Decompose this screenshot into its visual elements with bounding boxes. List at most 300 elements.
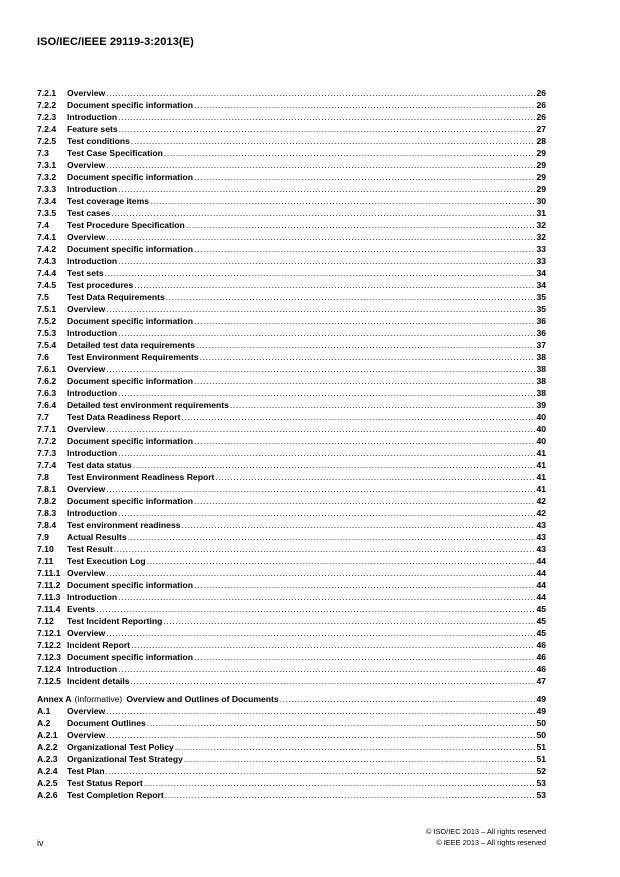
toc-entry-number: 7.2.4 bbox=[37, 124, 57, 134]
toc-entry-number: 7.8.4 bbox=[37, 520, 57, 530]
toc-entry-number: 7.4.1 bbox=[37, 232, 57, 242]
toc-entry-number: 7.5.2 bbox=[37, 316, 57, 326]
dot-leader bbox=[194, 315, 535, 327]
toc-entry[interactable] bbox=[37, 327, 546, 339]
toc-entry[interactable] bbox=[37, 291, 546, 303]
toc-entry-number: 7.7.4 bbox=[37, 460, 57, 470]
toc-entry-title: Test coverage items bbox=[67, 196, 149, 206]
annex-title: Overview and Outlines of Documents bbox=[126, 694, 279, 704]
toc-entry-number: 7.12.4 bbox=[37, 664, 61, 674]
toc-entry-title: Document specific information bbox=[67, 244, 194, 254]
toc-entry-page: 38 bbox=[536, 364, 546, 374]
dot-leader bbox=[106, 363, 535, 375]
toc-entry[interactable] bbox=[37, 579, 546, 591]
dot-leader bbox=[118, 387, 535, 399]
toc-entry[interactable] bbox=[37, 675, 546, 687]
toc-entry-title: Test Case Specification bbox=[67, 148, 163, 158]
dot-leader bbox=[106, 567, 535, 579]
toc-entry-title: Introduction bbox=[67, 388, 118, 398]
toc-entry[interactable] bbox=[37, 741, 546, 753]
toc-entry-number: 7.3.3 bbox=[37, 184, 57, 194]
toc-entry[interactable] bbox=[37, 495, 546, 507]
toc-entry[interactable] bbox=[37, 567, 546, 579]
toc-entry-title: Introduction bbox=[67, 508, 118, 518]
toc-entry-number: 7.12.1 bbox=[37, 628, 61, 638]
toc-entry-title: Overview bbox=[67, 232, 106, 242]
toc-entry-number: 7.6.2 bbox=[37, 376, 57, 386]
toc-entry[interactable] bbox=[37, 531, 546, 543]
toc-entry-number: 7.11.4 bbox=[37, 604, 61, 614]
toc-entry-title: Test Data Readiness Report bbox=[67, 412, 181, 422]
toc-entry[interactable] bbox=[37, 471, 546, 483]
toc-entry[interactable] bbox=[37, 339, 546, 351]
toc-entry[interactable] bbox=[37, 303, 546, 315]
toc-entry-number: 7.11.3 bbox=[37, 592, 61, 602]
toc-entry-number: A.2.5 bbox=[37, 778, 58, 788]
toc-entry[interactable] bbox=[37, 435, 546, 447]
toc-entry[interactable] bbox=[37, 705, 546, 717]
toc-entry-page: 28 bbox=[536, 136, 546, 146]
toc-entry-title: Document specific information bbox=[67, 316, 194, 326]
toc-entry-title: Document specific information bbox=[67, 100, 194, 110]
toc-entry[interactable] bbox=[37, 351, 546, 363]
toc-entry-number: 7.5.1 bbox=[37, 304, 57, 314]
toc-entry-number: 7.6.3 bbox=[37, 388, 57, 398]
toc-entry-page: 39 bbox=[536, 400, 546, 410]
toc-entry-title: Overview bbox=[67, 88, 106, 98]
toc-entry-title: Test Procedure Specification bbox=[67, 220, 185, 230]
table-of-contents bbox=[37, 87, 546, 801]
dot-leader bbox=[194, 171, 535, 183]
toc-entry-number: 7.6.1 bbox=[37, 364, 57, 374]
dot-leader bbox=[186, 219, 536, 231]
dot-leader bbox=[182, 411, 536, 423]
toc-entry-number: 7.2.5 bbox=[37, 136, 57, 146]
toc-entry[interactable] bbox=[37, 519, 546, 531]
toc-entry-title: Introduction bbox=[67, 256, 118, 266]
toc-entry[interactable] bbox=[37, 171, 546, 183]
toc-entry-page: 42 bbox=[536, 496, 546, 506]
dot-leader bbox=[118, 255, 535, 267]
toc-entry-title: Overview bbox=[67, 364, 106, 374]
toc-entry-title: Overview bbox=[67, 160, 106, 170]
toc-entry-title: Document specific information bbox=[67, 436, 194, 446]
toc-entry[interactable] bbox=[37, 717, 546, 729]
toc-entry[interactable] bbox=[37, 147, 546, 159]
toc-entry[interactable] bbox=[37, 411, 546, 423]
toc-entry[interactable] bbox=[37, 99, 546, 111]
dot-leader bbox=[131, 675, 536, 687]
dot-leader bbox=[194, 495, 535, 507]
toc-entry-number: 7.7.3 bbox=[37, 448, 57, 458]
toc-entry-number: 7.8.2 bbox=[37, 496, 57, 506]
dot-leader bbox=[230, 399, 536, 411]
toc-entry-number: 7.8.3 bbox=[37, 508, 57, 518]
toc-entry[interactable] bbox=[37, 279, 546, 291]
dot-leader bbox=[118, 663, 535, 675]
toc-entry-page: 44 bbox=[536, 592, 546, 602]
dot-leader bbox=[166, 291, 536, 303]
toc-annex-heading[interactable] bbox=[37, 693, 546, 705]
toc-entry-number: 7.3.4 bbox=[37, 196, 57, 206]
toc-entry-page: 45 bbox=[536, 628, 546, 638]
toc-entry-number: 7.3 bbox=[37, 148, 49, 158]
toc-entry-page: 36 bbox=[536, 328, 546, 338]
toc-entry-page: 53 bbox=[536, 790, 546, 800]
toc-entry-page: 26 bbox=[536, 100, 546, 110]
toc-entry-title: Test Environment Requirements bbox=[67, 352, 199, 362]
toc-entry-number: 7.4 bbox=[37, 220, 49, 230]
toc-entry-title: Introduction bbox=[67, 112, 118, 122]
toc-entry-title: Introduction bbox=[67, 448, 118, 458]
toc-entry[interactable] bbox=[37, 543, 546, 555]
toc-entry-page: 29 bbox=[536, 160, 546, 170]
dot-leader bbox=[111, 207, 535, 219]
toc-entry-number: 7.6.4 bbox=[37, 400, 57, 410]
toc-entry-page: 49 bbox=[536, 706, 546, 716]
toc-entry-page: 50 bbox=[536, 718, 546, 728]
dot-leader bbox=[196, 339, 535, 351]
toc-entry-title: Overview bbox=[67, 706, 106, 716]
dot-leader bbox=[119, 123, 536, 135]
toc-entry-title: Document specific information bbox=[67, 652, 194, 662]
toc-entry-title: Document Outlines bbox=[67, 718, 146, 728]
toc-entry-page: 41 bbox=[536, 472, 546, 482]
toc-entry-number: 7.4.5 bbox=[37, 280, 57, 290]
dot-leader bbox=[215, 471, 535, 483]
dot-leader bbox=[106, 765, 536, 777]
document-header: ISO/IEC/IEEE 29119-3:2013(E) bbox=[37, 36, 194, 48]
dot-leader bbox=[118, 507, 535, 519]
dot-leader bbox=[163, 615, 535, 627]
toc-entry-page: 29 bbox=[536, 172, 546, 182]
toc-entry-title: Introduction bbox=[67, 664, 118, 674]
toc-entry[interactable] bbox=[37, 639, 546, 651]
toc-entry-page: 44 bbox=[536, 568, 546, 578]
toc-entry-page: 36 bbox=[536, 316, 546, 326]
toc-entry-page: 37 bbox=[536, 340, 546, 350]
toc-entry-number: A.2.4 bbox=[37, 766, 58, 776]
toc-entry[interactable] bbox=[37, 729, 546, 741]
toc-entry-number: 7.2.1 bbox=[37, 88, 57, 98]
dot-leader bbox=[164, 147, 536, 159]
toc-entry-number: A.2.3 bbox=[37, 754, 58, 764]
dot-leader bbox=[147, 717, 536, 729]
dot-leader bbox=[118, 111, 535, 123]
copyright-iso: © ISO/IEC 2013 – All rights reserved bbox=[425, 827, 546, 836]
toc-entry-number: 7.9 bbox=[37, 532, 49, 542]
toc-entry-number: 7.5.3 bbox=[37, 328, 57, 338]
toc-entry-title: Test Incident Reporting bbox=[67, 616, 163, 626]
dot-leader bbox=[182, 519, 536, 531]
toc-entry-number: 7.5.4 bbox=[37, 340, 57, 350]
dot-leader bbox=[184, 753, 536, 765]
dot-leader bbox=[133, 459, 536, 471]
toc-entry-title: Detailed test environment requirements bbox=[67, 400, 229, 410]
toc-entry[interactable] bbox=[37, 777, 546, 789]
toc-entry[interactable] bbox=[37, 615, 546, 627]
toc-entry-title: Test Status Report bbox=[67, 778, 143, 788]
toc-entry-number: A.2.6 bbox=[37, 790, 58, 800]
toc-entry-title: Test Data Requirements bbox=[67, 292, 165, 302]
copyright-ieee: © IEEE 2013 – All rights reserved bbox=[436, 838, 546, 847]
toc-entry-title: Test procedures bbox=[67, 280, 134, 290]
toc-entry-page: 46 bbox=[536, 652, 546, 662]
toc-entry-title: Organizational Test Strategy bbox=[67, 754, 183, 764]
toc-entry-title: Introduction bbox=[67, 184, 118, 194]
dot-leader bbox=[131, 135, 536, 147]
toc-entry-title: Test conditions bbox=[67, 136, 130, 146]
toc-entry[interactable] bbox=[37, 231, 546, 243]
toc-entry-number: 7.11.1 bbox=[37, 568, 61, 578]
dot-leader bbox=[106, 303, 535, 315]
toc-entry-title: Test Execution Log bbox=[67, 556, 146, 566]
dot-leader bbox=[106, 729, 535, 741]
toc-entry-page: 30 bbox=[536, 196, 546, 206]
toc-entry-title: Overview bbox=[67, 730, 106, 740]
toc-entry[interactable] bbox=[37, 195, 546, 207]
dot-leader bbox=[194, 651, 535, 663]
dot-leader bbox=[118, 183, 535, 195]
toc-entry-page: 41 bbox=[536, 448, 546, 458]
toc-entry-page: 40 bbox=[536, 436, 546, 446]
dot-leader bbox=[150, 195, 535, 207]
toc-entry[interactable] bbox=[37, 555, 546, 567]
toc-entry[interactable] bbox=[37, 135, 546, 147]
toc-entry[interactable] bbox=[37, 123, 546, 135]
dot-leader bbox=[114, 543, 536, 555]
toc-entry-number: A.2 bbox=[37, 718, 51, 728]
toc-entry[interactable] bbox=[37, 315, 546, 327]
dot-leader bbox=[194, 375, 535, 387]
toc-entry[interactable] bbox=[37, 267, 546, 279]
toc-entry[interactable] bbox=[37, 603, 546, 615]
toc-entry-number: 7.7.1 bbox=[37, 424, 57, 434]
toc-entry-page: 29 bbox=[536, 184, 546, 194]
toc-entry[interactable] bbox=[37, 387, 546, 399]
toc-entry-title: Overview bbox=[67, 484, 106, 494]
toc-entry[interactable] bbox=[37, 363, 546, 375]
dot-leader bbox=[118, 447, 535, 459]
toc-entry-title: Incident details bbox=[67, 676, 130, 686]
toc-entry-number: 7.2.2 bbox=[37, 100, 57, 110]
toc-entry-page: 45 bbox=[536, 604, 546, 614]
toc-entry-title: Overview bbox=[67, 568, 106, 578]
toc-entry[interactable] bbox=[37, 423, 546, 435]
toc-entry-title: Overview bbox=[67, 424, 106, 434]
toc-entry-page: 51 bbox=[536, 742, 546, 752]
toc-entry[interactable] bbox=[37, 765, 546, 777]
dot-leader bbox=[118, 591, 535, 603]
dot-leader bbox=[134, 279, 535, 291]
toc-entry[interactable] bbox=[37, 159, 546, 171]
dot-leader bbox=[144, 777, 536, 789]
toc-entry-title: Feature sets bbox=[67, 124, 118, 134]
dot-leader bbox=[194, 435, 535, 447]
dot-leader bbox=[106, 483, 535, 495]
toc-entry-title: Introduction bbox=[67, 592, 118, 602]
toc-entry-number: 7.8.1 bbox=[37, 484, 57, 494]
toc-entry-page: 26 bbox=[536, 112, 546, 122]
toc-entry-title: Introduction bbox=[67, 328, 118, 338]
dot-leader bbox=[118, 327, 535, 339]
toc-entry-title: Document specific information bbox=[67, 580, 194, 590]
toc-entry-title: Overview bbox=[67, 304, 106, 314]
annex-informative: (informative) bbox=[74, 694, 123, 704]
toc-entry-number: A.2.2 bbox=[37, 742, 58, 752]
toc-entry-page: 47 bbox=[536, 676, 546, 686]
toc-entry-number: 7.11 bbox=[37, 556, 54, 566]
toc-entry-title: Detailed test data requirements bbox=[67, 340, 195, 350]
dot-leader bbox=[147, 555, 536, 567]
toc-entry-number: 7.12.3 bbox=[37, 652, 61, 662]
toc-entry-title: Document specific information bbox=[67, 376, 194, 386]
toc-entry-title: Actual Results bbox=[67, 532, 127, 542]
toc-entry-page: 38 bbox=[536, 352, 546, 362]
annex-label: Annex A bbox=[37, 694, 72, 704]
toc-entry-title: Test Plan bbox=[67, 766, 105, 776]
toc-entry-title: Document specific information bbox=[67, 496, 194, 506]
toc-entry-title: Test environment readiness bbox=[67, 520, 181, 530]
toc-entry-page: 51 bbox=[536, 754, 546, 764]
toc-entry[interactable] bbox=[37, 111, 546, 123]
toc-entry[interactable] bbox=[37, 399, 546, 411]
toc-entry-page: 35 bbox=[536, 304, 546, 314]
toc-entry-page: 35 bbox=[536, 292, 546, 302]
dot-leader bbox=[105, 267, 536, 279]
toc-entry-page: 41 bbox=[536, 484, 546, 494]
toc-entry[interactable] bbox=[37, 183, 546, 195]
toc-entry-page: 29 bbox=[536, 148, 546, 158]
toc-entry-page: 45 bbox=[536, 616, 546, 626]
toc-entry-number: 7.3.1 bbox=[37, 160, 57, 170]
toc-entry[interactable] bbox=[37, 87, 546, 99]
toc-entry-title: Overview bbox=[67, 628, 106, 638]
dot-leader bbox=[131, 639, 535, 651]
dot-leader bbox=[106, 231, 535, 243]
toc-entry-page: 33 bbox=[536, 256, 546, 266]
toc-entry-page: 41 bbox=[536, 460, 546, 470]
toc-entry[interactable] bbox=[37, 483, 546, 495]
toc-entry-title: Test Environment Readiness Report bbox=[67, 472, 215, 482]
toc-entry-number: 7.4.4 bbox=[37, 268, 57, 278]
toc-entry-page: 46 bbox=[536, 664, 546, 674]
dot-leader bbox=[106, 87, 535, 99]
toc-entry-number: 7.12 bbox=[37, 616, 54, 626]
dot-leader bbox=[128, 531, 536, 543]
toc-entry-title: Test sets bbox=[67, 268, 104, 278]
toc-entry-number: 7.8 bbox=[37, 472, 49, 482]
toc-entry-page: 33 bbox=[536, 244, 546, 254]
dot-leader bbox=[200, 351, 536, 363]
toc-entry[interactable] bbox=[37, 255, 546, 267]
toc-entry-page: 40 bbox=[536, 412, 546, 422]
dot-leader bbox=[106, 159, 535, 171]
toc-entry-page: 52 bbox=[536, 766, 546, 776]
toc-entry-page: 34 bbox=[536, 280, 546, 290]
toc-entry-page: 50 bbox=[536, 730, 546, 740]
toc-entry-number: 7.7.2 bbox=[37, 436, 57, 446]
page-number: iv bbox=[37, 838, 44, 848]
toc-entry-number: 7.2.3 bbox=[37, 112, 57, 122]
toc-entry-page: 44 bbox=[536, 580, 546, 590]
toc-entry-number: 7.12.2 bbox=[37, 640, 61, 650]
toc-entry-number: 7.10 bbox=[37, 544, 54, 554]
toc-entry-page: 31 bbox=[536, 208, 546, 218]
toc-entry-number: 7.3.2 bbox=[37, 172, 57, 182]
dot-leader bbox=[106, 627, 535, 639]
toc-entry-page: 38 bbox=[536, 388, 546, 398]
toc-entry[interactable] bbox=[37, 663, 546, 675]
toc-annex-entries bbox=[37, 705, 546, 801]
toc-entry-number: 7.12.5 bbox=[37, 676, 61, 686]
toc-entry-title: Document specific information bbox=[67, 172, 194, 182]
toc-entry-page: 43 bbox=[536, 520, 546, 530]
toc-entry-number: 7.7 bbox=[37, 412, 49, 422]
toc-main-entries bbox=[37, 87, 546, 687]
dot-leader bbox=[194, 243, 535, 255]
toc-entry[interactable] bbox=[37, 207, 546, 219]
toc-entry-page: 32 bbox=[536, 220, 546, 230]
toc-entry-number: 7.3.5 bbox=[37, 208, 57, 218]
toc-entry[interactable] bbox=[37, 219, 546, 231]
toc-entry-number: 7.11.2 bbox=[37, 580, 61, 590]
toc-entry-page: 26 bbox=[536, 88, 546, 98]
toc-entry-number: A.1 bbox=[37, 706, 51, 716]
dot-leader bbox=[194, 99, 535, 111]
toc-entry-page: 38 bbox=[536, 376, 546, 386]
toc-entry-number: 7.4.3 bbox=[37, 256, 57, 266]
toc-entry-number: 7.6 bbox=[37, 352, 49, 362]
copyright-block bbox=[426, 826, 546, 848]
toc-entry-page: 40 bbox=[536, 424, 546, 434]
toc-entry[interactable] bbox=[37, 591, 546, 603]
toc-entry-page: 53 bbox=[536, 778, 546, 788]
toc-entry[interactable] bbox=[37, 651, 546, 663]
dot-leader bbox=[194, 579, 535, 591]
toc-entry-title: Test Result bbox=[67, 544, 113, 554]
toc-entry[interactable] bbox=[37, 507, 546, 519]
toc-entry[interactable] bbox=[37, 627, 546, 639]
toc-entry-number: 7.5 bbox=[37, 292, 49, 302]
toc-entry-page: 46 bbox=[536, 640, 546, 650]
toc-entry-title: Organizational Test Policy bbox=[67, 742, 174, 752]
toc-entry[interactable] bbox=[37, 243, 546, 255]
toc-entry-page: 43 bbox=[536, 544, 546, 554]
toc-entry[interactable] bbox=[37, 753, 546, 765]
dot-leader bbox=[175, 741, 536, 753]
toc-entry-page: 42 bbox=[536, 508, 546, 518]
toc-entry-title: Incident Report bbox=[67, 640, 131, 650]
toc-entry-page: 44 bbox=[536, 556, 546, 566]
dot-leader bbox=[106, 705, 535, 717]
dot-leader bbox=[280, 693, 536, 705]
toc-entry-title: Test Completion Report bbox=[67, 790, 164, 800]
toc-entry[interactable] bbox=[37, 447, 546, 459]
dot-leader bbox=[106, 423, 535, 435]
dot-leader bbox=[165, 789, 536, 801]
toc-entry-page: 32 bbox=[536, 232, 546, 242]
toc-entry[interactable] bbox=[37, 789, 546, 801]
toc-entry[interactable] bbox=[37, 375, 546, 387]
toc-entry-title: Events bbox=[67, 604, 96, 614]
dot-leader bbox=[96, 603, 535, 615]
toc-entry-number: 7.4.2 bbox=[37, 244, 57, 254]
toc-entry-title: Test cases bbox=[67, 208, 111, 218]
toc-entry-number: A.2.1 bbox=[37, 730, 58, 740]
annex-page-number: 49 bbox=[536, 694, 546, 704]
toc-entry[interactable] bbox=[37, 459, 546, 471]
